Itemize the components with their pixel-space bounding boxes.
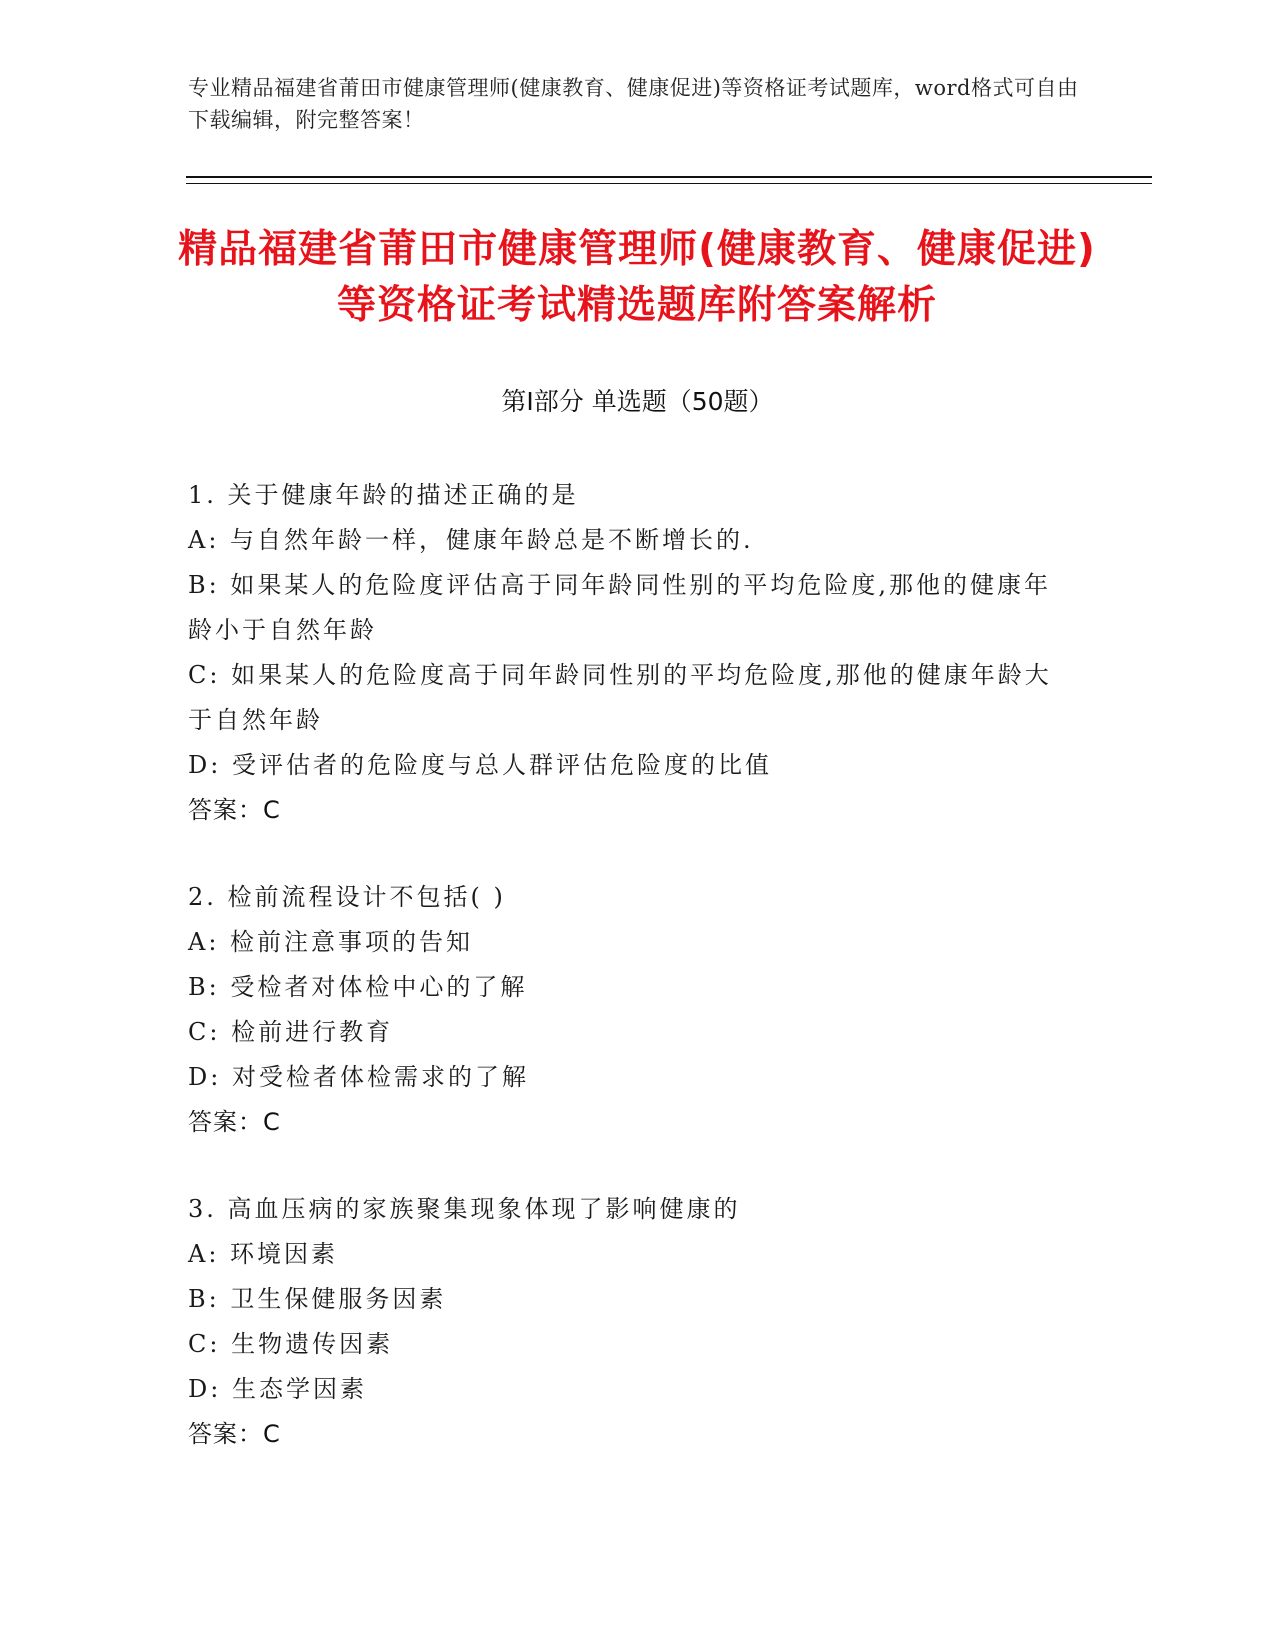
option-b: B: 卫生保健服务因素	[188, 1285, 447, 1313]
option-d: D: 对受检者体检需求的了解	[188, 1063, 529, 1091]
question-list	[188, 473, 1068, 1499]
question-stem: 2. 检前流程设计不包括( )	[188, 883, 506, 911]
option-d: D: 生态学因素	[188, 1375, 367, 1403]
option-c: C: 检前进行教育	[188, 1018, 394, 1046]
question-2	[188, 875, 1068, 1145]
answer: 答案：C	[188, 1108, 281, 1136]
option-c: C: 如果某人的危险度高于同年龄同性别的平均危险度,那他的健康年龄大于自然年龄	[188, 661, 1052, 734]
header-divider	[186, 176, 1152, 184]
option-d: D: 受评估者的危险度与总人群评估危险度的比值	[188, 751, 772, 779]
option-c: C: 生物遗传因素	[188, 1330, 394, 1358]
option-b: B: 受检者对体检中心的了解	[188, 973, 528, 1001]
answer: 答案：C	[188, 796, 281, 824]
option-b: B: 如果某人的危险度评估高于同年龄同性别的平均危险度,那他的健康年龄小于自然年龄	[188, 571, 1051, 644]
question-3	[188, 1187, 1068, 1457]
option-a: A: 与自然年龄一样，健康年龄总是不断增长的.	[188, 526, 754, 554]
question-stem: 1. 关于健康年龄的描述正确的是	[188, 481, 579, 509]
document-title: 精品福建省莆田市健康管理师(健康教育、健康促进)等资格证考试精选题库附答案解析	[178, 227, 1096, 328]
option-a: A: 检前注意事项的告知	[188, 928, 474, 956]
question-stem: 3. 高血压病的家族聚集现象体现了影响健康的	[188, 1195, 741, 1223]
option-a: A: 环境因素	[188, 1240, 339, 1268]
header-note: 专业精品福建省莆田市健康管理师(健康教育、健康促进)等资格证考试题库，word格式可自由下载编辑，附完整答案！	[188, 76, 1079, 132]
question-1	[188, 473, 1068, 833]
section-heading: 第Ⅰ部分 单选题（50题）	[501, 387, 774, 416]
answer: 答案：C	[188, 1420, 281, 1448]
